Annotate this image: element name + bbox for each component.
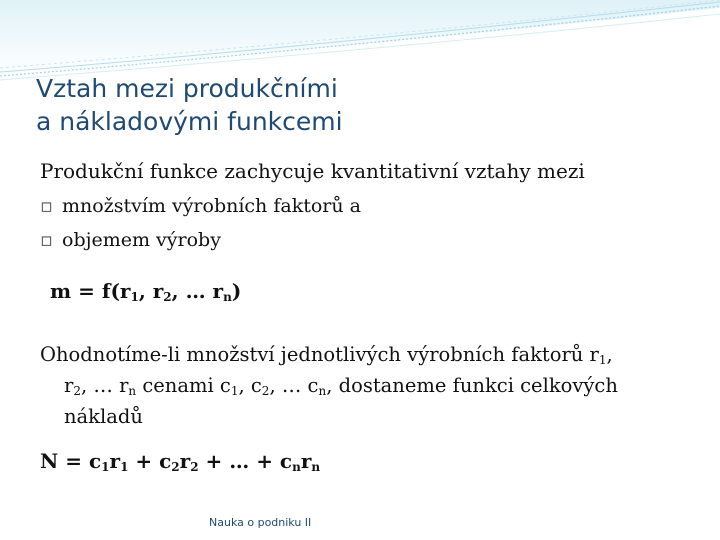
text-subscript: 2 [73, 384, 81, 398]
formula-subscript: 2 [190, 460, 199, 474]
text-subscript: 2 [261, 384, 270, 398]
text-part: Ohodnotíme-li množství jednotlivých výrobních faktorů r [40, 343, 599, 366]
text-part: , … c [269, 374, 319, 397]
formula-subscript: n [223, 290, 232, 304]
formula-part: r [179, 449, 191, 473]
bullet-text: objemem výroby [62, 229, 221, 251]
intro-text: Produkční funkce zachycuje kvantitativní vztahy mezi [40, 159, 585, 183]
text-subscript: 1 [230, 384, 239, 398]
formula-subscript: 1 [120, 460, 129, 474]
bullet-item [40, 192, 700, 220]
text-part: , dostaneme funkci celkových [326, 374, 618, 397]
total-cost-formula [40, 446, 700, 482]
production-function-formula [50, 276, 710, 312]
slide-title [36, 72, 676, 138]
paragraph-line [40, 342, 700, 373]
formula-part: + … + c [198, 449, 293, 473]
formula-part: r [109, 449, 121, 473]
formula-part: + c [128, 449, 172, 473]
text-part: r [64, 374, 74, 397]
formula-part: r [300, 449, 312, 473]
bullet-icon: ▫ [40, 229, 53, 251]
formula-subscript: 2 [163, 290, 172, 304]
formula-subscript: n [292, 460, 301, 474]
title-line-1: Vztah mezi produkčními [36, 74, 338, 103]
text-subscript: n [318, 384, 327, 398]
text-part: , c [238, 374, 262, 397]
text-part: , [606, 343, 613, 366]
slide-footer: Nauka o podniku II [209, 516, 312, 529]
bullet-text: množstvím výrobních faktorů a [62, 195, 361, 217]
formula-part: m = f(r [50, 279, 131, 303]
formula-part: , r [138, 279, 164, 303]
title-line-2: a nákladovými funkcemi [36, 107, 343, 136]
paragraph-line: nákladů [64, 405, 143, 428]
cost-paragraph [40, 342, 700, 430]
text-subscript: 1 [598, 353, 607, 367]
formula-subscript: n [311, 460, 321, 474]
paragraph-line [40, 373, 700, 404]
formula-part: N = c [40, 449, 102, 473]
text-part: , … r [80, 374, 129, 397]
bullet-item [40, 226, 700, 254]
formula-part: ) [231, 279, 242, 303]
formula-subscript: 1 [101, 460, 110, 474]
formula-part: , … r [171, 279, 224, 303]
formula-subscript: 2 [171, 460, 180, 474]
formula-subscript: 1 [130, 290, 139, 304]
text-part: cenami c [136, 374, 231, 397]
bullet-icon: ▫ [40, 195, 53, 217]
text-subscript: n [128, 384, 137, 398]
